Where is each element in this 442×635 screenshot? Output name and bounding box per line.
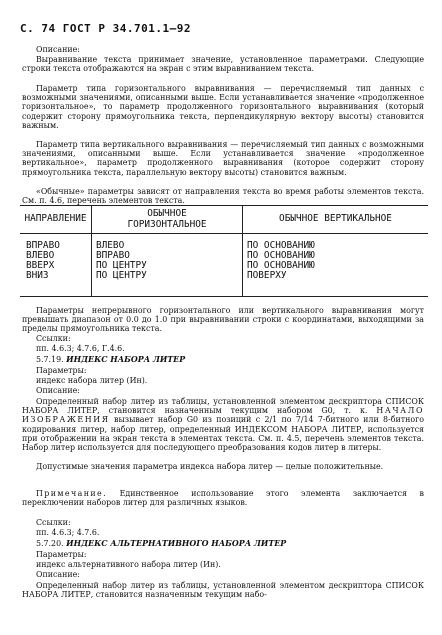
table-cell: ВВЕРХ <box>26 260 55 271</box>
table-header-horizontal-line1: ОБЫЧНОЕ <box>147 208 187 219</box>
page-header: С. 74 ГОСТ Р 34.701.1—92 <box>20 22 191 35</box>
references-label-2: Ссылки: <box>36 518 71 527</box>
parameters-label-2: Параметры: <box>36 550 87 559</box>
alignment-table <box>20 205 428 297</box>
table-header-horizontal-line2: ГОРИЗОНТАЛЬНОЕ <box>127 219 207 230</box>
paragraph-horizontal-alignment: Параметр типа горизонтального выравнивания — перечисляемый тип данных с возможными значениями, описанными выше. Если устанавливается значение «продолженное горизонтальное», то параметр продолженного горизонтального выравнивания (который содержит сторону прямоугольника текста, перпендикулярную вектору высоты) становится важным. <box>22 84 424 130</box>
table-top-rule <box>20 205 428 206</box>
description-label-2: Описание: <box>36 570 80 579</box>
table-cell: ВНИЗ <box>26 270 49 281</box>
references-list: пп. 4.6.3; 4.7.6, Г.4.6. <box>36 344 125 353</box>
table-cell: ПОВЕРХУ <box>247 270 287 281</box>
paragraph-alignment-text: Выравнивание текста принимает значение, установленное параметрами. Следующие строки текста отображаются на экран с этим выравниванием текста. <box>22 55 424 74</box>
section-number: 5.7.19. <box>36 355 64 364</box>
table-cell: ПО ОСНОВАНИЮ <box>247 240 315 251</box>
section-title-2: ИНДЕКС АЛЬТЕРНАТИВНОГО НАБОРА ЛИТЕР <box>66 539 287 548</box>
table-cell: ВЛЕВО <box>96 240 125 251</box>
table-header-vertical: ОБЫЧНОЕ ВЕРТИКАЛЬНОЕ <box>279 213 392 224</box>
paragraph-charset-index <box>22 397 424 452</box>
table-cell: ПО ОСНОВАНИЮ <box>247 260 315 271</box>
table-cell: ВЛЕВО <box>26 250 55 261</box>
table-cell: ВПРАВО <box>26 240 60 251</box>
paragraph-description-label: Описание: <box>36 45 80 54</box>
parameters-value: индекс набора литер (Ин). <box>36 376 148 385</box>
section-5-7-19 <box>22 355 424 364</box>
charset-text-part1: Определенный набор литер из таблицы, установленной элементом дескриптора СПИСОК НАБОРА ЛИТЕР, становится назначенным текущим набором G0, т. к. <box>22 397 424 416</box>
note <box>22 489 424 507</box>
note-label: Примечание. <box>36 489 108 498</box>
table-cell: ПО ЦЕНТРУ <box>96 260 147 271</box>
parameters-value-2: индекс альтернативного набора литер (Ин). <box>36 560 221 569</box>
table-bottom-rule <box>20 296 428 297</box>
section-title: ИНДЕКС НАБОРА ЛИТЕР <box>66 355 186 364</box>
paragraph-continuous-alignment: Параметры непрерывного горизонтального или вертикального выравнивания могут превышать диапазон от 0.0 до 1.0 при выравнивании строки с координатами, выходящими за пределы прямоугольника текста. <box>22 306 424 334</box>
references-list-2: пп. 4.6.3; 4.7.6. <box>36 528 100 537</box>
section-number-2: 5.7.20. <box>36 539 64 548</box>
paragraph-vertical-alignment: Параметр типа вертикального выравнивания — перечисляемый тип данных с возможными значениями, описанными выше. Если устанавливается значение «продолженное вертикальное», параметр продолженного выравнивания (которое содержит сторону прямоугольника текста, параллельную вектору высоты) становится важным. <box>22 140 424 177</box>
paragraph-normal-params: «Обычные» параметры зависят от направления текста во время работы элементов текста. См. п. 4.6, перечень элементов текста. <box>22 187 424 206</box>
paragraph-alt-charset: Определенный набор литер из таблицы, установленной элементом дескриптора СПИСОК НАБОРА ЛИТЕР, становится назначенным текущим набо- <box>22 581 424 600</box>
references-label: Ссылки: <box>36 334 71 343</box>
table-cell: ПО ЦЕНТРУ <box>96 270 147 281</box>
charset-text-part2: вызывает набор G0 из позиций с 2/1 по 7/14 7-битного или 8-битного кодирования литер, набор литер, определенный ИНДЕКСОМ НАБОРА ЛИТЕР, используется при отображении на экран текста в элементах текста. См. п. 4.5, перечень элементов текста. Набор литер используется для последующего преобразования кодов литер в литеры. <box>22 415 424 453</box>
table-cell: ВПРАВО <box>96 250 130 261</box>
table-header-direction: НАПРАВЛЕНИЕ <box>24 213 87 224</box>
table-cell: ПО ОСНОВАНИЮ <box>247 250 315 261</box>
section-5-7-20 <box>22 539 424 548</box>
note-text: Единственное использование этого элемента заключается в переключении наборов литер для различных языков. <box>22 489 424 508</box>
description-label: Описание: <box>36 386 80 395</box>
table-header-rule <box>20 233 428 234</box>
parameters-label: Параметры: <box>36 366 87 375</box>
charset-begin-picture: НАЧАЛО ИЗОБРАЖЕНИЯ <box>22 406 425 425</box>
paragraph-allowed-values: Допустимые значения параметра индекса набора литер — целые положительные. <box>36 462 384 471</box>
